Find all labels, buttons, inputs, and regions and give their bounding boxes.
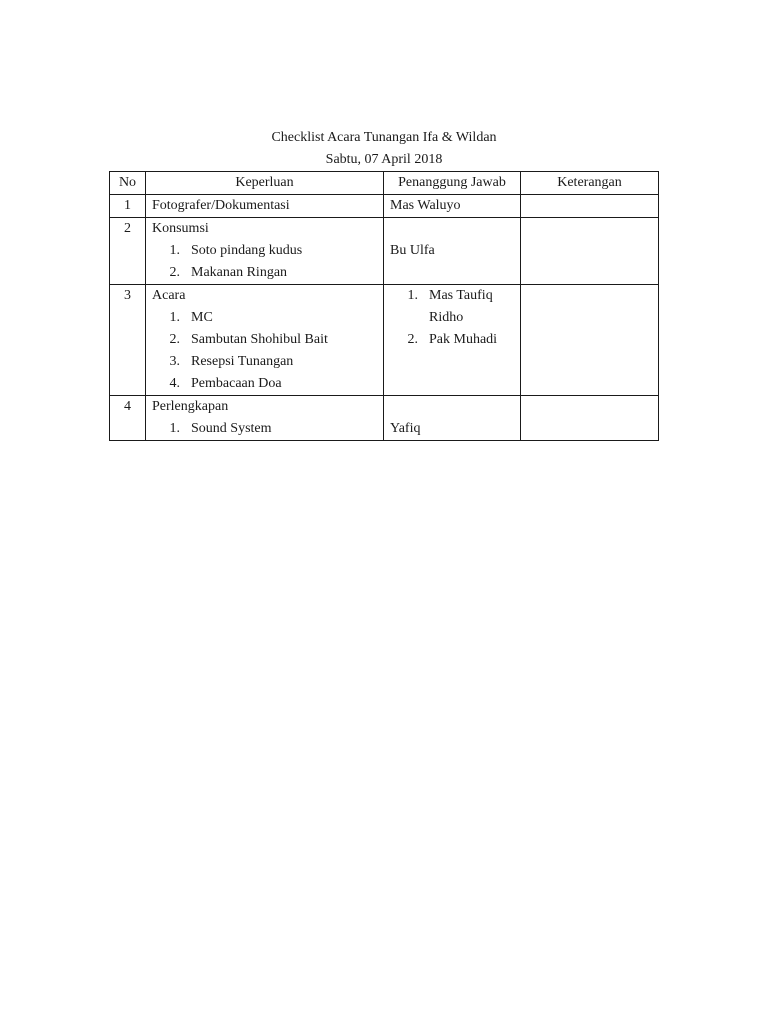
list-item-number: 1. [169, 310, 180, 325]
page-subtitle: Sabtu, 07 April 2018 [325, 152, 443, 167]
pj-name: Mas Waluyo [390, 198, 461, 213]
list-item [152, 307, 377, 329]
list-item [152, 351, 377, 373]
row-no: 1 [110, 195, 146, 218]
list-item-number: 3. [169, 354, 180, 369]
pj-list-item [390, 329, 514, 351]
row-keterangan [521, 218, 659, 285]
list-item-text: Sound System [191, 421, 272, 436]
table-row [110, 195, 659, 218]
pj-list-text: Pak Muhadi [429, 332, 498, 347]
pj-name: Bu Ulfa [390, 243, 435, 258]
list-item [152, 418, 377, 440]
list-item-number: 1. [169, 421, 180, 436]
row-keperluan [146, 285, 384, 396]
pj-list-item [390, 285, 514, 307]
row-keperluan [146, 218, 384, 285]
pj-name: Yafiq [390, 421, 421, 436]
row-keperluan [146, 195, 384, 218]
list-item-text: Pembacaan Doa [191, 376, 282, 391]
pj-list-text: Mas Taufiq [429, 288, 493, 303]
row-no: 3 [110, 285, 146, 396]
table-row [110, 218, 659, 285]
row-no: 4 [110, 396, 146, 441]
header-no: No [110, 172, 146, 195]
list-item-number: 4. [169, 376, 180, 391]
header-keterangan: Keterangan [521, 172, 659, 195]
list-item-number: 2. [169, 265, 180, 280]
list-item-text: Makanan Ringan [191, 265, 288, 280]
row-keterangan [521, 285, 659, 396]
pj-list-number: 2. [407, 332, 418, 347]
pj-list-text-continuation: Ridho [429, 310, 464, 325]
row-keterangan [521, 396, 659, 441]
row-penanggung-jawab [384, 195, 521, 218]
row-keperluan [146, 396, 384, 441]
keperluan-title: Perlengkapan [152, 399, 229, 414]
header-penanggung-jawab: Penanggung Jawab [384, 172, 521, 195]
list-item-text: Soto pindang kudus [191, 243, 303, 258]
list-item [152, 373, 377, 395]
row-keterangan [521, 195, 659, 218]
list-item [152, 262, 377, 284]
list-item-text: MC [191, 310, 213, 325]
table-row [110, 285, 659, 396]
pj-list-number: 1. [407, 288, 418, 303]
table-row [110, 396, 659, 441]
list-item-text: Sambutan Shohibul Bait [191, 332, 328, 347]
keperluan-title: Konsumsi [152, 221, 209, 236]
row-penanggung-jawab [384, 218, 521, 285]
list-item-number: 1. [169, 243, 180, 258]
header-keperluan: Keperluan [146, 172, 384, 195]
keperluan-title: Fotografer/Dokumentasi [152, 198, 290, 213]
list-item-number: 2. [169, 332, 180, 347]
row-no: 2 [110, 218, 146, 285]
list-item [152, 329, 377, 351]
list-item-text: Resepsi Tunangan [191, 354, 294, 369]
page-title: Checklist Acara Tunangan Ifa & Wildan [271, 130, 497, 145]
keperluan-title: Acara [152, 288, 186, 303]
list-item [152, 240, 377, 262]
row-penanggung-jawab [384, 396, 521, 441]
row-penanggung-jawab [384, 285, 521, 396]
checklist-table [109, 171, 659, 441]
table-header-row [110, 172, 659, 195]
